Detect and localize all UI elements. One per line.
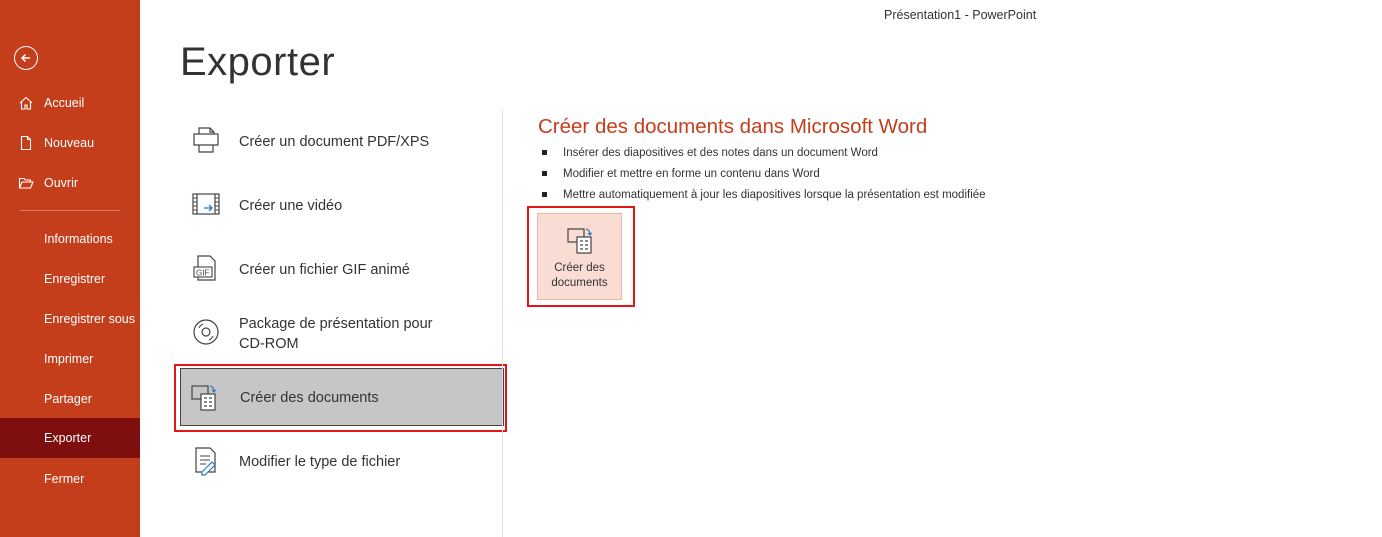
page-title: Exporter xyxy=(180,40,336,84)
new-document-icon xyxy=(18,135,34,151)
create-handouts-label xyxy=(538,261,621,291)
gif-icon xyxy=(190,252,222,284)
export-option-label: Créer une vidéo xyxy=(239,198,343,214)
cd-rom-icon xyxy=(190,316,222,348)
change-file-type-icon xyxy=(190,444,222,476)
video-icon xyxy=(190,188,222,220)
backstage-sidebar xyxy=(0,0,140,537)
sidebar-item-label: Ouvrir xyxy=(44,176,79,190)
sidebar-item-label: Fermer xyxy=(44,472,85,486)
export-option-label: Créer des documents xyxy=(240,390,379,406)
home-icon xyxy=(18,95,34,111)
detail-bullet: Mettre automatiquement à jour les diapositives lorsque la présentation est modifiée xyxy=(542,187,986,208)
detail-bullet-list xyxy=(542,145,986,208)
window-title: Présentation1 - PowerPoint xyxy=(884,8,1037,22)
detail-bullet: Modifier et mettre en forme un contenu dans Word xyxy=(542,166,986,187)
pdf-xps-icon xyxy=(190,124,222,156)
sidebar-item-fermer[interactable] xyxy=(0,459,140,499)
export-option-label: Modifier le type de fichier xyxy=(239,454,401,470)
sidebar-divider xyxy=(20,210,120,211)
handouts-icon xyxy=(565,224,597,256)
create-handouts-label-line1: Créer des xyxy=(554,262,605,274)
sidebar-item-informations[interactable] xyxy=(0,219,140,259)
sidebar-item-label: Informations xyxy=(44,232,113,246)
export-option-label: Créer un document PDF/XPS xyxy=(239,134,430,150)
export-option-change-file-type[interactable] xyxy=(180,430,504,488)
create-handouts-button[interactable] xyxy=(537,213,622,300)
create-handouts-label-line2: documents xyxy=(551,277,608,289)
export-option-handouts[interactable] xyxy=(180,368,504,426)
sidebar-item-label: Accueil xyxy=(44,96,85,110)
sidebar-item-imprimer[interactable] xyxy=(0,339,140,379)
sidebar-item-exporter[interactable] xyxy=(0,418,140,458)
sidebar-item-partager[interactable] xyxy=(0,379,140,419)
sidebar-item-ouvrir[interactable] xyxy=(0,163,140,203)
detail-title: Créer des documents dans Microsoft Word xyxy=(538,115,928,138)
sidebar-item-label: Nouveau xyxy=(44,136,95,150)
detail-bullet: Insérer des diapositives et des notes dans un document Word xyxy=(542,145,986,166)
sidebar-item-label: Imprimer xyxy=(44,352,94,366)
sidebar-item-label: Enregistrer xyxy=(44,272,106,286)
sidebar-item-nouveau[interactable] xyxy=(0,123,140,163)
sidebar-item-enregistrer-sous[interactable] xyxy=(0,299,140,339)
export-option-cd-rom[interactable] xyxy=(180,302,504,360)
sidebar-item-accueil[interactable] xyxy=(0,83,140,123)
export-option-video[interactable] xyxy=(180,174,504,232)
sidebar-item-enregistrer[interactable] xyxy=(0,259,140,299)
handouts-icon xyxy=(189,381,221,413)
back-arrow-icon xyxy=(19,51,33,65)
export-option-label-line1: Package de présentation pour xyxy=(239,316,433,332)
export-option-label: Créer un fichier GIF animé xyxy=(239,262,410,278)
sidebar-item-label: Exporter xyxy=(44,431,92,445)
svg-text:GIF: GIF xyxy=(196,268,210,278)
export-option-pdf-xps[interactable] xyxy=(180,110,504,168)
export-option-gif[interactable] xyxy=(180,238,504,296)
back-button[interactable] xyxy=(14,46,38,70)
export-option-label-line2: CD-ROM xyxy=(239,336,299,352)
sidebar-item-label: Partager xyxy=(44,392,92,406)
panel-divider xyxy=(502,110,503,537)
sidebar-item-label: Enregistrer sous xyxy=(44,312,136,326)
folder-open-icon xyxy=(18,175,34,191)
